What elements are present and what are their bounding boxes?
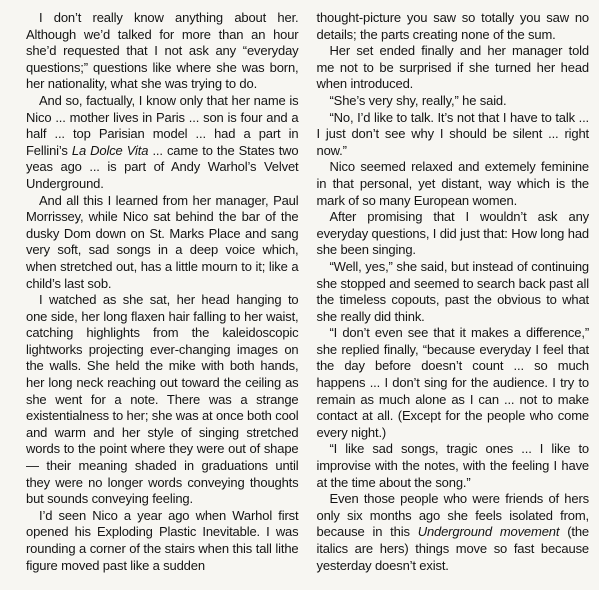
text-run: (the italics are hers) things move so fast because yesterday doesn’t exist. [316, 524, 589, 573]
right-column [317, 10, 590, 590]
paragraph [26, 93, 299, 193]
text-run: Even those people who were friends of hers only six months ago she feels isolated from, because in this [316, 491, 589, 540]
paragraph-continued [317, 10, 590, 43]
paragraph [317, 110, 590, 160]
text-run: “I don’t even see that it makes a difference,” she replied finally, “because everyday I feel that the day before doesn’t count ... so much happens ... I don’t sing for the audience. I try to remain as much alone as I can ... not to make contact at all. (Except for the people who come every night.) [316, 325, 589, 440]
paragraph [317, 159, 590, 209]
paragraph [317, 325, 590, 441]
paragraph [317, 43, 590, 93]
paragraph [26, 508, 299, 574]
text-run: “She’s very shy, really,” he said. [329, 92, 507, 108]
emphasis-italic: Underground movement [417, 524, 560, 540]
paragraph [317, 259, 590, 325]
left-column [26, 10, 299, 590]
text-run: thought-picture you saw so totally you saw no details; the parts creating none of the sum. [316, 10, 589, 42]
paragraph [317, 491, 590, 574]
film-title-italic: La Dolce Vita [71, 142, 149, 158]
text-run: “I like sad songs, tragic ones ... I like to improvise with the notes, with the feeling I have at the time about the song.” [316, 441, 589, 490]
paragraph [26, 193, 299, 293]
text-run: I’d seen Nico a year ago when Warhol first opened his Exploding Plastic Inevitable. I was rounding a corner of the stairs when this tall lithe figure moved past like a sudden [26, 507, 299, 573]
paragraph [26, 10, 299, 93]
text-run: I don’t really know anything about her. Although we’d talked for more than an hour she’d requested that I not ask any “everyday questions;” questions like where she was born, her nationality, what she was trying to do. [26, 10, 299, 92]
text-run: And all this I learned from her manager, Paul Morrissey, while Nico sat behind the bar of the dusky Dom down on St. Marks Place and sang very soft, sad songs in a deep voice which, when stretched out, has a little mourn to it; like a child’s last sob. [26, 192, 299, 291]
text-run: “No, I’d like to talk. It’s not that I have to talk ... I just don’t see why I should be silent ... right now.” [316, 109, 589, 158]
text-run: After promising that I wouldn’t ask any everyday questions, I did just that: How long had she been singing. [316, 209, 589, 258]
paragraph [317, 441, 590, 491]
paragraph [317, 93, 590, 110]
text-run: Her set ended finally and her manager told me not to be surprised if she turned her head when introduced. [316, 43, 589, 92]
paragraph [317, 209, 590, 259]
text-run: “Well, yes,” she said, but instead of continuing she stopped and seemed to search back past all the timeless copouts, past the obvious to what she really did think. [316, 258, 589, 324]
text-run: ... came to the States two yeas ago ... is part of Andy Warhol’s Velvet Underground. [26, 142, 299, 191]
text-run: Nico seemed relaxed and extemely feminine in that personal, yet distant, way which is the mark of so many European women. [316, 159, 589, 208]
text-run: And so, factually, I know only that her name is Nico ... mother lives in Paris ... son is four and a half ... top Parisian model ... had a part in Fellini’s [26, 92, 299, 158]
paragraph [26, 292, 299, 508]
text-run: I watched as she sat, her head hanging to one side, her long flaxen hair falling to her waist, catching highlights from the kaleidoscopic lightworks projecting ever-changing images on the walls. She held the mike with both hands, her long neck reaching out toward the ceiling as she went for a note. There was a strange existentialness to her; she was at once both cool and warm and her style of singing stretched words to the point where they were out of shape — their meaning shaded in graduations until they were no longer words conveying thoughts but sounds conveying feeling. [26, 292, 299, 507]
